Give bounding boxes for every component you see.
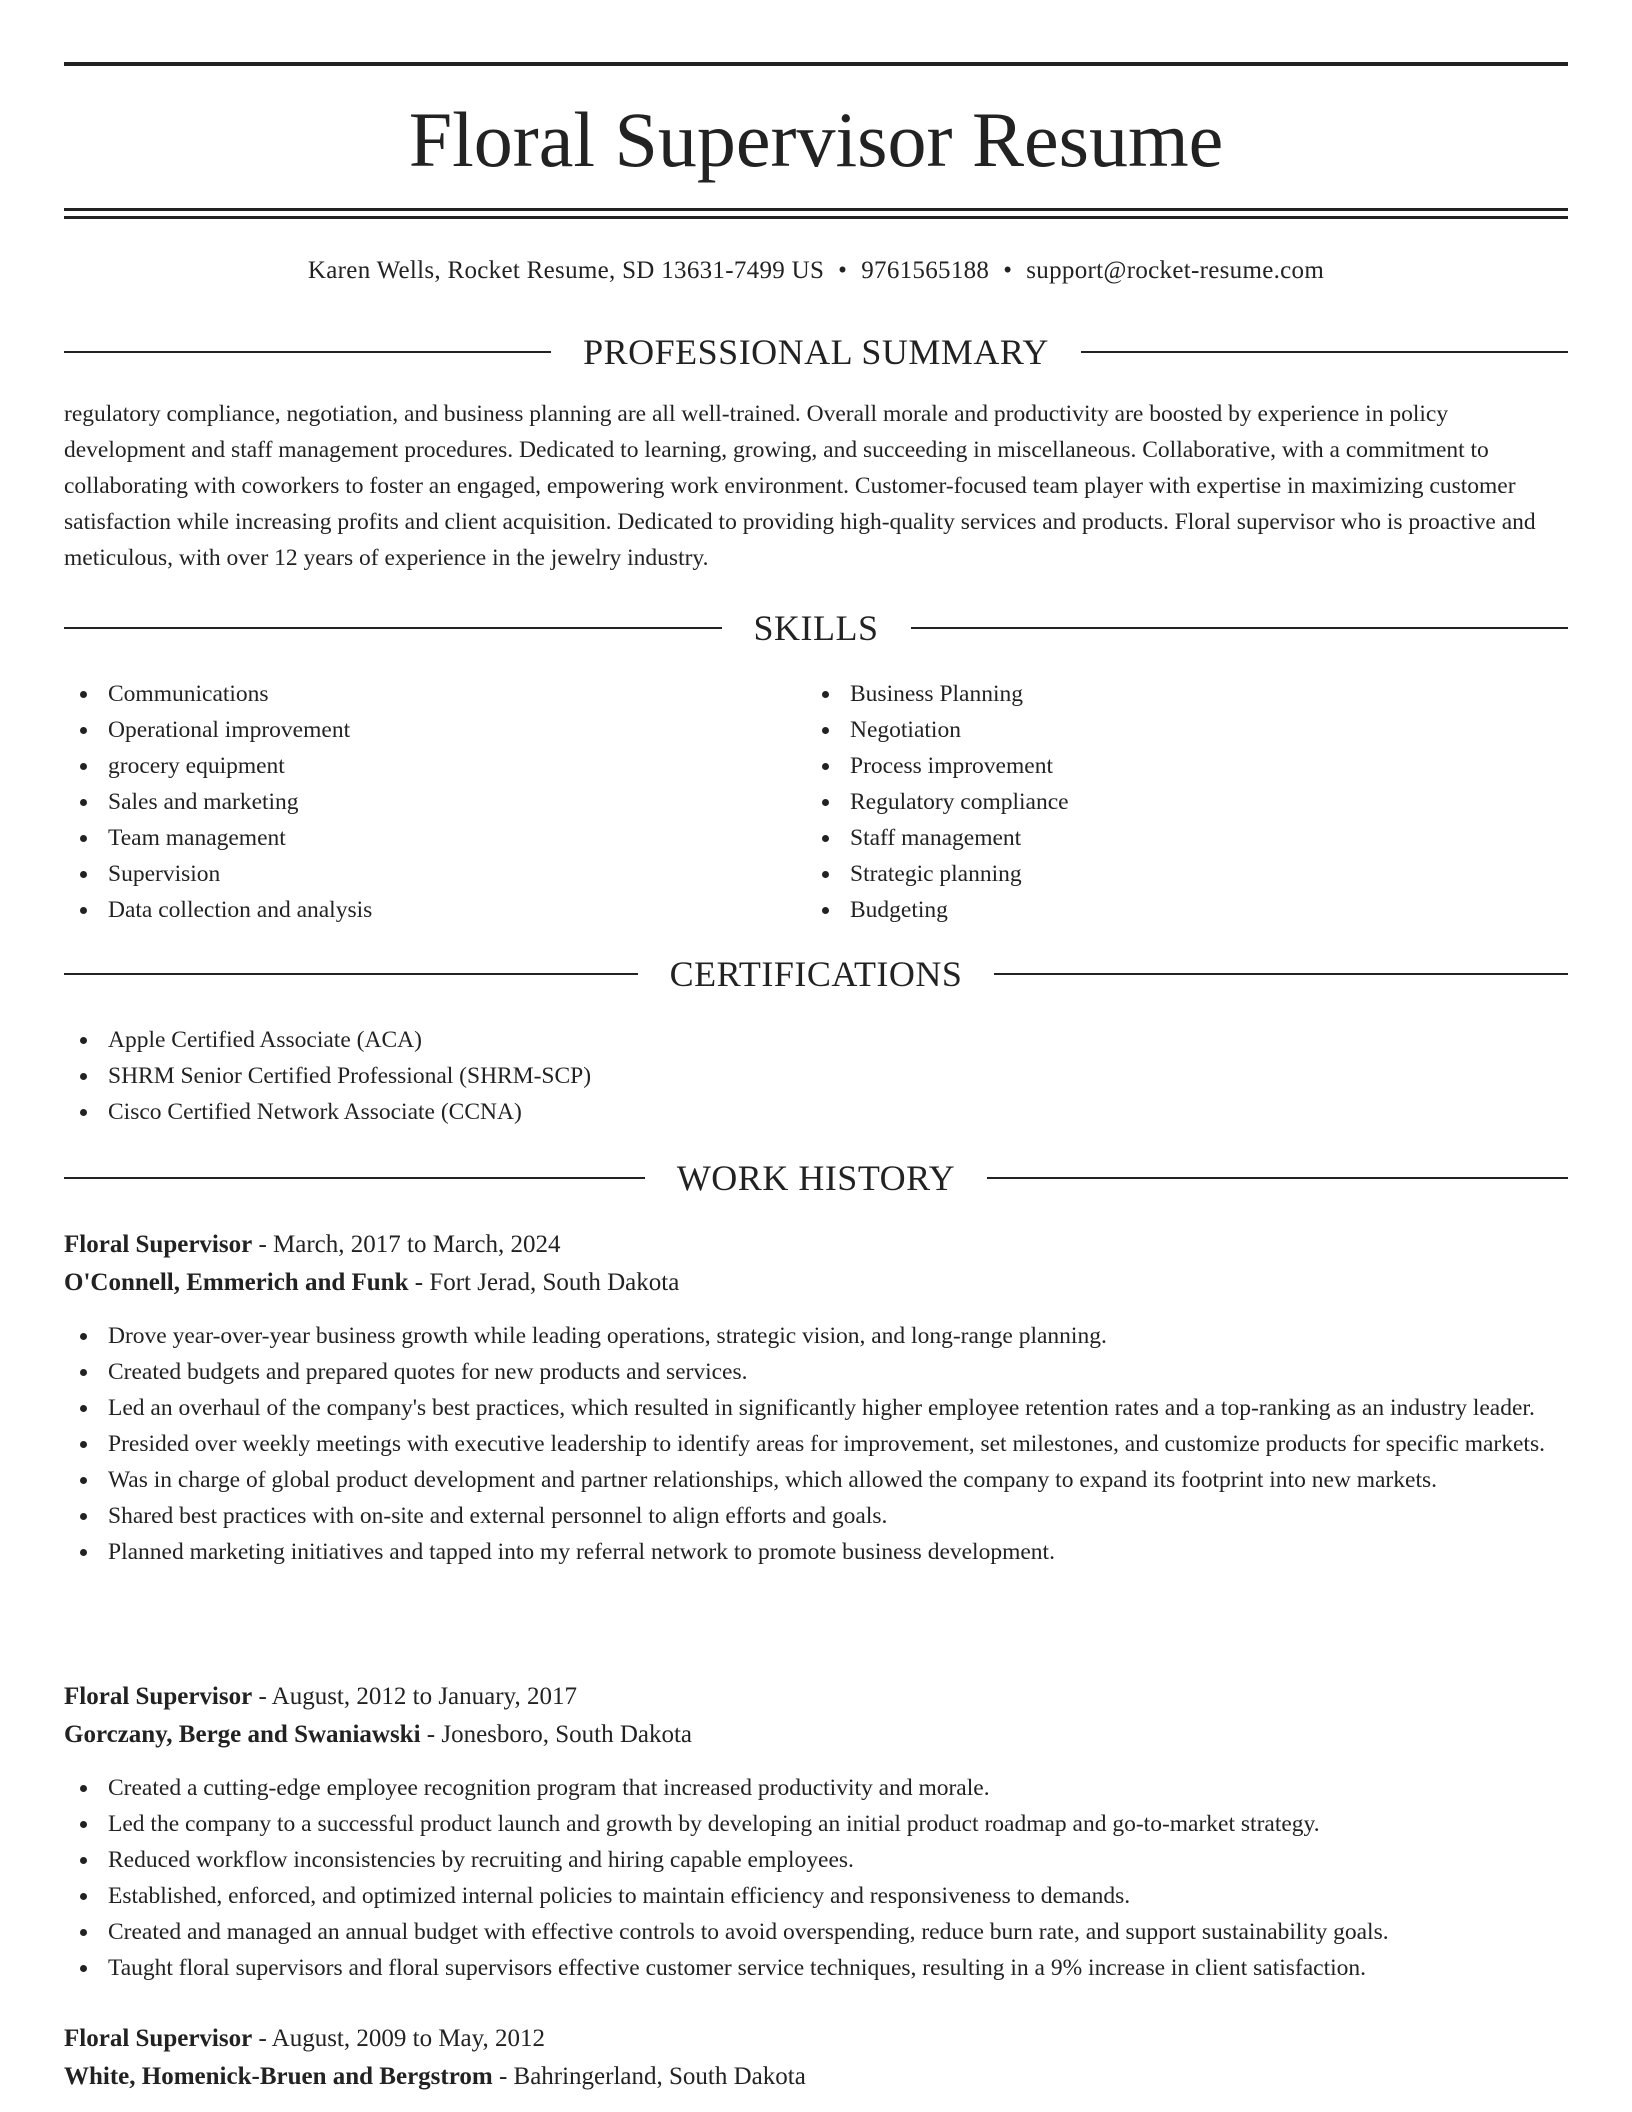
job-title-line [64,2020,1568,2058]
section-header-work-history [64,1158,1568,1198]
job-separator: - [414,1269,424,1296]
section-rule [64,973,638,975]
skill-item: Budgeting [806,892,1546,928]
job-bullet: Led the company to a successful product launch and growth by developing an initial product roadmap and go-to-market strategy. [64,1806,1568,1842]
contact-separator: • [1003,257,1013,284]
job-bullet: Planned marketing initiatives and tapped into my referral network to promote business development. [64,1534,1568,1570]
skill-item: grocery equipment [64,748,804,784]
job-company-line [64,1264,1568,1302]
page-title: Floral Supervisor Resume [408,96,1224,183]
section-rule [64,1177,645,1179]
top-rule [64,62,1568,66]
job-bullet: Created budgets and prepared quotes for new products and services. [64,1354,1568,1390]
job-dates: March, 2017 to March, 2024 [273,1231,561,1258]
skill-item: Strategic planning [806,856,1546,892]
skill-item: Sales and marketing [64,784,804,820]
job-company: Gorczany, Berge and Swaniawski [64,1721,421,1748]
job-bullet: Drove year-over-year business growth while leading operations, strategic vision, and long-range planning. [64,1318,1568,1354]
job-bullet: Established, enforced, and optimized internal policies to maintain efficiency and responsiveness to demands. [64,1878,1568,1914]
job-separator: - [258,1231,267,1258]
skill-item: Supervision [64,856,804,892]
job-company: White, Homenick-Bruen and Bergstrom [64,2063,493,2090]
job-title-line [64,1678,1568,1716]
job-bullets [64,1770,1568,1986]
title-rule-upper [64,208,1568,211]
contact-phone: 9761565188 [861,257,990,284]
title-rule-lower [64,216,1568,219]
skill-item: Business Planning [806,676,1546,712]
job-company-line [64,2058,1568,2096]
job-separator: - [498,2063,508,2090]
skill-item: Operational improvement [64,712,804,748]
job-role: Floral Supervisor [64,1683,253,1710]
skill-item: Staff management [806,820,1546,856]
section-rule [994,973,1568,975]
section-rule [64,627,722,629]
job-company: O'Connell, Emmerich and Funk [64,1269,409,1296]
section-title: CERTIFICATIONS [669,954,963,994]
contact-separator: • [838,257,848,284]
job-bullet: Created a cutting-edge employee recognition program that increased productivity and morale. [64,1770,1568,1806]
job-company-line [64,1716,1568,1754]
job-location: Fort Jerad, South Dakota [429,1269,680,1296]
section-rule [1081,351,1568,353]
certification-item: Cisco Certified Network Associate (CCNA) [64,1094,1568,1130]
job-bullet: Reduced workflow inconsistencies by recruiting and hiring capable employees. [64,1842,1568,1878]
section-rule [911,627,1569,629]
skill-item: Communications [64,676,804,712]
section-rule [64,351,551,353]
skill-item: Negotiation [806,712,1546,748]
job-entry [64,1678,1568,1986]
job-location: Jonesboro, South Dakota [441,1721,693,1748]
job-bullets [64,1318,1568,1570]
section-header-summary [64,332,1568,372]
contact-address: Karen Wells, Rocket Resume, SD 13631-7499 US [307,257,825,284]
section-rule [987,1177,1568,1179]
job-title-line [64,1226,1568,1264]
job-entry [64,2020,1568,2096]
job-bullet: Presided over weekly meetings with executive leadership to identify areas for improvement, set milestones, and customize products for specific markets. [64,1426,1568,1462]
certification-item: SHRM Senior Certified Professional (SHRM-SCP) [64,1058,1568,1094]
job-dates: August, 2009 to May, 2012 [271,2025,546,2052]
summary-text: regulatory compliance, negotiation, and business planning are all well-trained. Overall morale and productivity are boosted by experience in policy development and staff management procedures. Dedicated to learning, growing, and succeeding in miscellaneous. Collaborative, with a commitment to collaborating with coworkers to foster an engaged, empowering work environment. Customer-focused team player with expertise in maximizing customer satisfaction while increasing profits and client acquisition. Dedicated to providing high-quality services and products. Floral supervisor who is proactive and meticulous, with over 12 years of experience in the jewelry industry. [64,401,1536,571]
job-role: Floral Supervisor [64,1231,253,1258]
job-bullet: Led an overhaul of the company's best practices, which resulted in significantly higher employee retention rates and a top-ranking as an industry leader. [64,1390,1568,1426]
section-header-certifications [64,954,1568,994]
skill-item: Team management [64,820,804,856]
job-separator: - [258,1683,267,1710]
skills-list-left [64,676,804,928]
job-separator: - [426,1721,436,1748]
job-bullet: Created and managed an annual budget with effective controls to avoid overspending, reduce burn rate, and support sustainability goals. [64,1914,1568,1950]
job-separator: - [258,2025,267,2052]
skill-item: Data collection and analysis [64,892,804,928]
certifications-list [64,1022,1568,1130]
job-entry [64,1226,1568,1570]
contact-email: support@rocket-resume.com [1026,257,1325,284]
job-role: Floral Supervisor [64,2025,253,2052]
job-bullet: Shared best practices with on-site and external personnel to align efforts and goals. [64,1498,1568,1534]
contact-line [64,255,1568,287]
job-dates: August, 2012 to January, 2017 [271,1683,577,1710]
skill-item: Process improvement [806,748,1546,784]
section-title: SKILLS [753,608,879,648]
job-bullet: Was in charge of global product development and partner relationships, which allowed the company to expand its footprint into new markets. [64,1462,1568,1498]
certification-item: Apple Certified Associate (ACA) [64,1022,1568,1058]
job-location: Bahringerland, South Dakota [513,2063,806,2090]
section-header-skills [64,608,1568,648]
skills-list-right [806,676,1546,928]
job-bullet: Taught floral supervisors and floral supervisors effective customer service techniques, resulting in a 9% increase in client satisfaction. [64,1950,1568,1986]
section-title: PROFESSIONAL SUMMARY [583,332,1049,372]
section-title: WORK HISTORY [676,1158,956,1198]
skill-item: Regulatory compliance [806,784,1546,820]
